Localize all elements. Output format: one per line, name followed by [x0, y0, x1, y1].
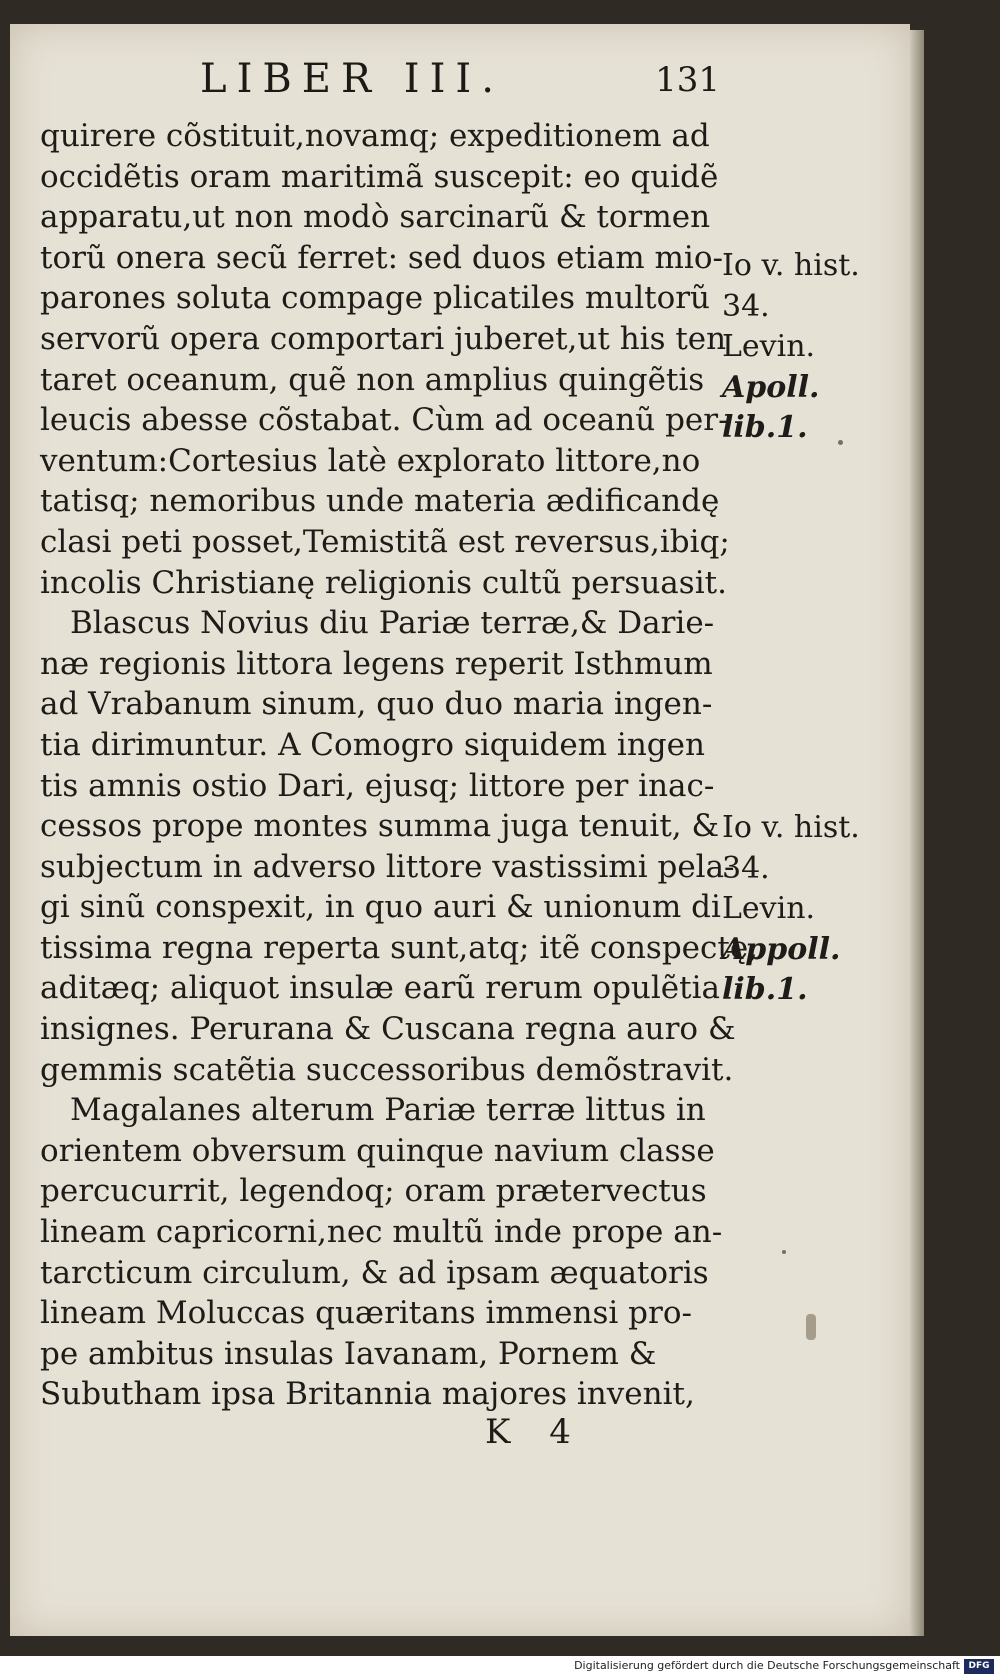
text-line: parones soluta compage plicatiles multorũ — [40, 280, 711, 317]
page-edge — [910, 30, 924, 1636]
signature-mark: K 4 — [485, 1412, 585, 1452]
text-line: aditæq; aliquot insulæ earũ rerum opulẽtia — [40, 970, 720, 1007]
text-line: incolis Christianę religionis cultũ persuasit. — [40, 564, 727, 601]
margin-note-line: Apoll. — [722, 369, 820, 405]
text-line: pe ambitus insulas Iavanam, Pornem & — [40, 1335, 657, 1372]
paragraph-start-line: Magalanes alterum Pariæ terræ littus in — [70, 1092, 706, 1129]
text-line: insignes. Perurana & Cuscana regna auro & — [40, 1011, 736, 1048]
text-line: occidẽtis oram maritimã suscepit: eo quidẽ — [40, 158, 719, 195]
running-head: LIBER III. — [200, 56, 504, 102]
paragraph-start-line: Blascus Novius diu Pariæ terræ,& Darie- — [70, 605, 715, 642]
text-line: torũ onera secũ ferret: sed duos etiam mio- — [40, 239, 723, 276]
footer-bar — [0, 1656, 1000, 1678]
text-line: tissima regna reperta sunt,atq; itẽ conspectę, — [40, 929, 759, 966]
margin-note-first — [722, 246, 902, 449]
text-line: gemmis scatẽtia successoribus demõstravit. — [40, 1051, 734, 1088]
margin-note-second — [722, 808, 902, 1011]
text-line: tia dirimuntur. A Comogro siquidem ingen — [40, 726, 705, 763]
text-line: taret oceanum, quẽ non amplius quingẽtis — [40, 361, 705, 398]
text-line: servorũ opera comportari juberet,ut his ten — [40, 320, 727, 357]
page-number: 131 — [655, 60, 720, 100]
text-line: ventum:Cortesius latè explorato littore,no — [40, 442, 701, 479]
text-line: ad Vrabanum sinum, quo duo maria ingen- — [40, 686, 713, 723]
margin-note-line: Io v. hist. — [722, 248, 860, 283]
text-line: subjectum in adverso littore vastissimi pela- — [40, 848, 735, 885]
margin-note-line: Levin. — [722, 891, 816, 927]
margin-note-line: Io v. hist. — [722, 810, 860, 845]
text-line: apparatu,ut non modò sarcinarũ & tormen — [40, 199, 711, 236]
text-line: orientem obversum quinque navium classe — [40, 1132, 715, 1169]
text-line: Subutham ipsa Britannia majores invenit, — [40, 1376, 695, 1413]
text-line: tatisq; nemoribus unde materia ædificandę — [40, 483, 720, 520]
margin-note-line: Levin. — [722, 329, 816, 365]
footer-credit: Digitalisierung gefördert durch die Deutsche Forschungsgemeinschaft — [574, 1659, 960, 1672]
text-line: tarcticum circulum, & ad ipsam æquatoris — [40, 1254, 709, 1291]
text-line: lineam capricorni,nec multũ inde prope an- — [40, 1214, 723, 1251]
text-line: gi sinũ conspexit, in quo auri & unionum di — [40, 889, 721, 926]
text-line: leucis abesse cõstabat. Cùm ad oceanũ per- — [40, 402, 729, 439]
text-line: quirere cõstituit,novamq; expeditionem ad — [40, 118, 710, 154]
margin-note-line: 34. — [722, 850, 770, 886]
text-line: næ regionis littora legens reperit Isthmum — [40, 645, 713, 682]
page-header — [200, 56, 720, 116]
ink-speck — [782, 1250, 786, 1254]
text-line: percucurrit, legendoq; oram prætervectus — [40, 1173, 707, 1210]
margin-note-line: lib.1. — [722, 410, 808, 446]
margin-note-line: 34. — [722, 288, 770, 324]
margin-note-line: lib.1. — [722, 972, 808, 1008]
text-line: cessos prope montes summa juga tenuit, & — [40, 808, 720, 845]
dfg-logo: DFG — [964, 1659, 994, 1674]
text-line: tis amnis ostio Dari, ejusq; littore per inac- — [40, 767, 715, 804]
text-line: lineam Moluccas quæritans immensi pro- — [40, 1295, 692, 1332]
text-line: clasi peti posset,Temistitã est reversus,ibiq; — [40, 523, 730, 560]
ink-mark — [806, 1314, 816, 1340]
margin-note-line: Appoll. — [722, 931, 841, 967]
